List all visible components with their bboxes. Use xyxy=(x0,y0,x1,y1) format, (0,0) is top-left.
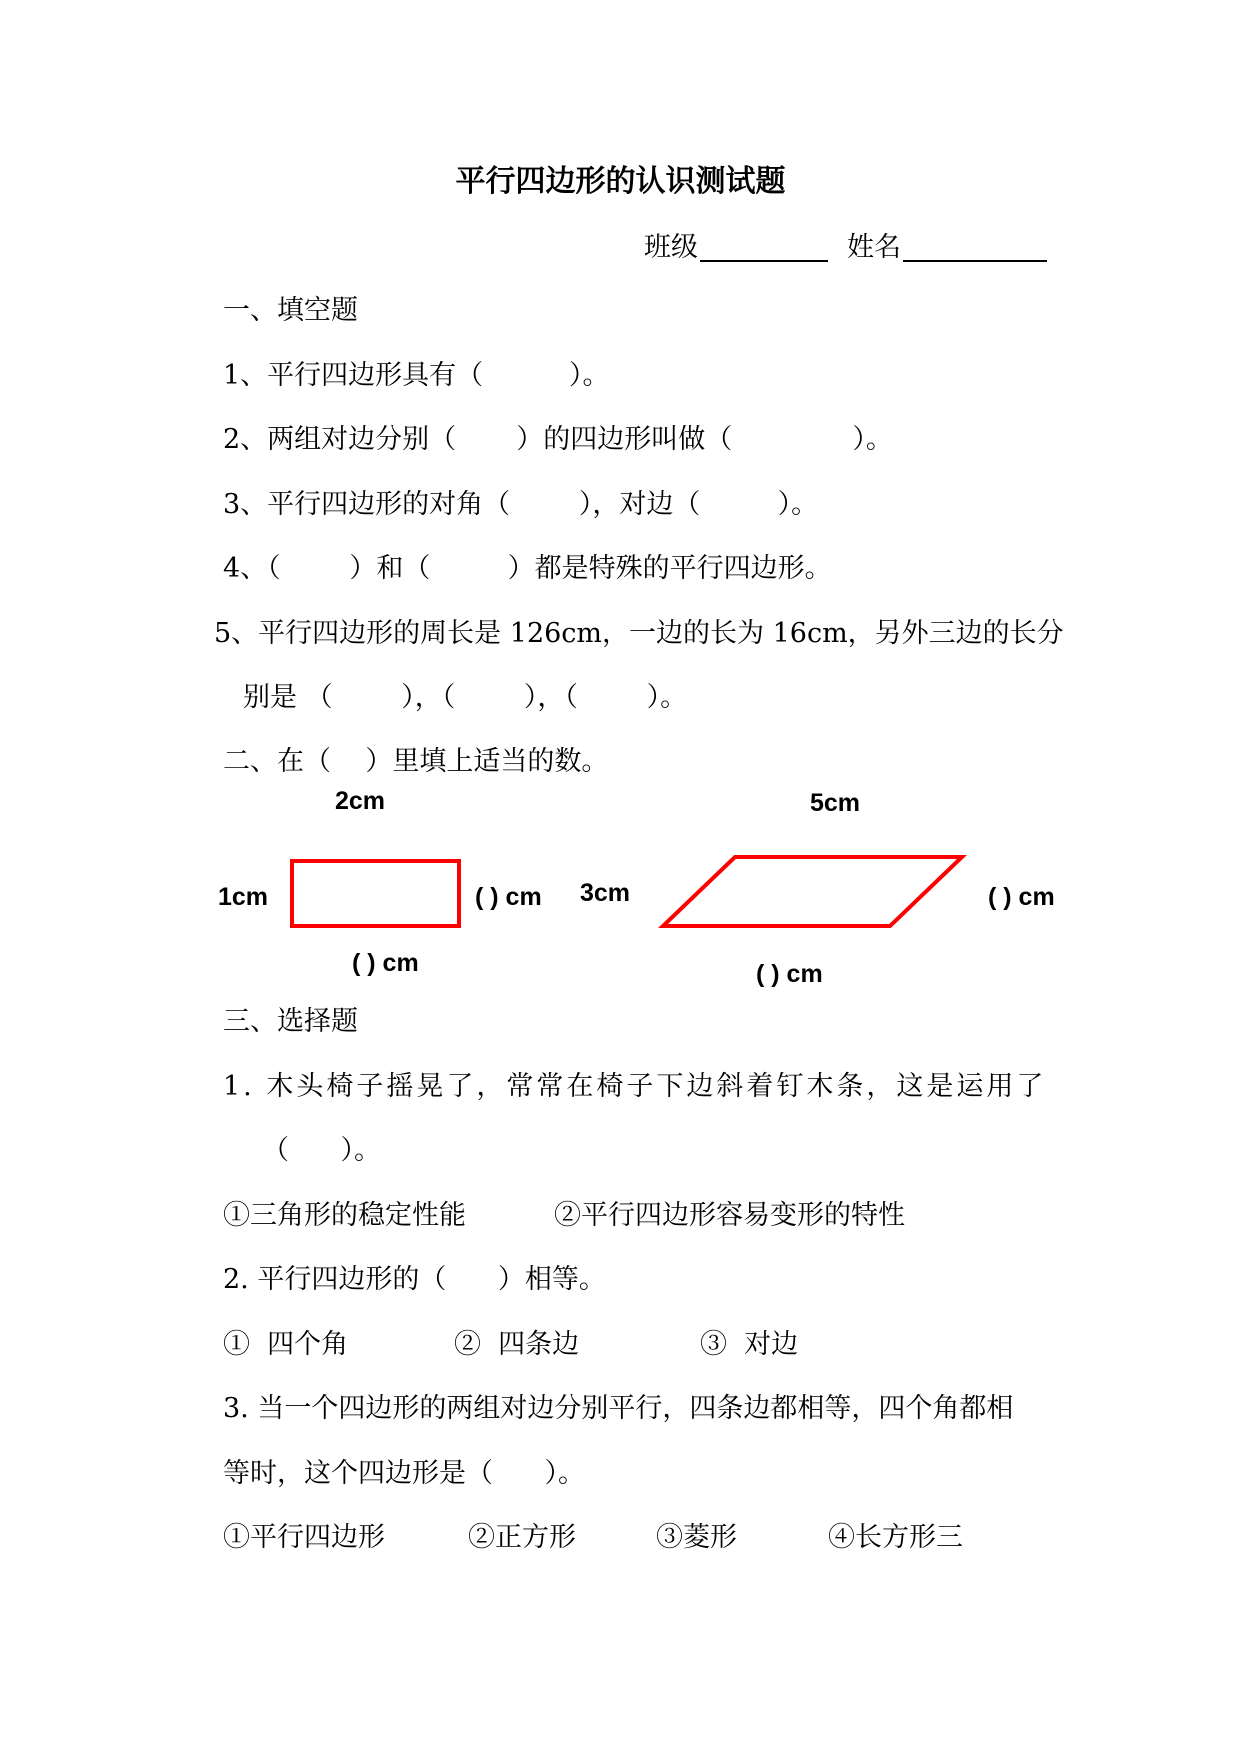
fill-question-5-line1: 5、平行四边形的周长是 126cm，一边的长为 16cm，另外三边的长分 xyxy=(214,618,1064,649)
choice-question-1-line2: （ ）。 xyxy=(262,1135,381,1166)
choice-question-3-option-4: ④长方形三 xyxy=(828,1522,963,1553)
fill-question-5-line2: 别是 （ ），（ ），（ ）。 xyxy=(243,682,688,713)
section3-heading: 三、选择题 xyxy=(223,1006,358,1037)
choice-question-1-option-2: ②平行四边形容易变形的特性 xyxy=(554,1200,905,1231)
choice-question-3-line2: 等时，这个四边形是（ ）。 xyxy=(223,1458,585,1489)
rectangle-figure xyxy=(292,861,459,926)
choice-question-2: 2. 平行四边形的（ ）相等。 xyxy=(223,1264,606,1295)
rect-left-label: 1cm xyxy=(218,883,269,911)
parallelogram-figure xyxy=(663,857,962,926)
para-bottom-label: ( ) cm xyxy=(756,960,823,988)
section1-heading: 一、填空题 xyxy=(223,295,358,326)
choice-question-2-option-2: ② 四条边 xyxy=(454,1329,580,1360)
page-title: 平行四边形的认识测试题 xyxy=(455,164,786,199)
para-top-label: 5cm xyxy=(810,789,861,817)
choice-question-3-option-3: ③菱形 xyxy=(656,1522,737,1553)
rect-bottom-label: ( ) cm xyxy=(352,949,419,977)
choice-question-3-option-1: ①平行四边形 xyxy=(223,1522,385,1553)
section2-heading: 二、在（ ）里填上适当的数。 xyxy=(223,746,609,777)
fill-question-3: 3、平行四边形的对角（ ），对边（ ）。 xyxy=(223,489,819,520)
choice-question-2-option-1: ① 四个角 xyxy=(223,1329,349,1360)
para-left-label: 3cm xyxy=(580,879,631,907)
choice-question-3-option-2: ②正方形 xyxy=(468,1522,576,1553)
class-label: 班级 xyxy=(644,232,698,263)
fill-question-1: 1、平行四边形具有（ ）。 xyxy=(223,360,610,391)
rect-right-label: ( ) cm xyxy=(475,883,542,911)
fill-question-2: 2、两组对边分别（ ）的四边形叫做（ ）。 xyxy=(223,424,893,455)
choice-question-1-option-1: ①三角形的稳定性能 xyxy=(223,1200,466,1231)
fill-question-4: 4、（ ）和（ ）都是特殊的平行四边形。 xyxy=(223,553,832,584)
choice-question-1-line1: 1. 木头椅子摇晃了，常常在椅子下边斜着钉木条，这是运用了 xyxy=(223,1071,1047,1102)
rect-top-label: 2cm xyxy=(335,787,386,815)
name-label: 姓名 xyxy=(847,232,901,263)
choice-question-3-line1: 3. 当一个四边形的两组对边分别平行，四条边都相等，四个角都相 xyxy=(223,1393,1014,1424)
choice-question-2-option-3: ③ 对边 xyxy=(700,1329,799,1360)
para-right-label: ( ) cm xyxy=(988,883,1055,911)
